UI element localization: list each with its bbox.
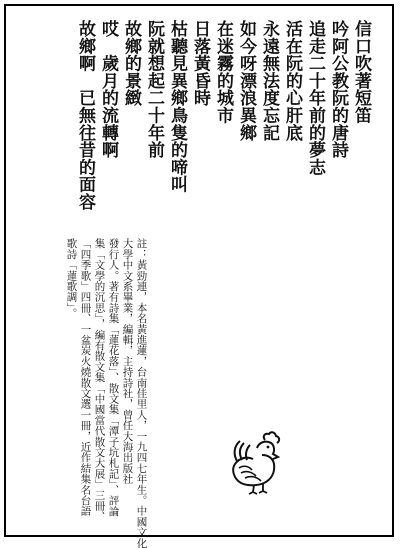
note-line-2: 大學中文系畢業，編輯，主持詩社，曾任大海出版社: [121, 238, 134, 485]
poem-line-5: 永遠無法度忘記: [259, 20, 279, 142]
poem-line-10: 阮就想起二十年前: [144, 20, 164, 159]
poem-line-3: 追走二十年前的夢志: [305, 20, 325, 176]
poem-line-2: 吟阿公教阮的唐詩: [328, 20, 348, 159]
poem-line-13: 故鄉啊 已無往昔的面容: [75, 20, 95, 211]
poem-line-12: 哎 歲月的流轉啊: [98, 20, 118, 159]
note-line-1: 註：黃勁連，本名黃進蓮，台南佳里人，一九四七年生。中國文化: [135, 238, 148, 548]
note-line-4: 集「文學的沉思」，編有散文集「中國當代散文大展」三冊、: [93, 238, 106, 522]
poem-line-9: 枯聽見異鄉鳥隻的啼叫: [167, 20, 187, 193]
poem-line-11: 故鄉的景緻: [121, 20, 141, 107]
note-line-5: 「四季歌」四冊、一盆炭火燒散文選一冊，近作結集名台語: [79, 238, 92, 517]
poem-line-7: 在迷霧的城市: [213, 20, 233, 124]
poem-line-1: 信口吹著短笛: [351, 20, 371, 124]
poem-line-8: 日落黃昏時: [190, 20, 210, 107]
poem-line-4: 活在阮的心肝底: [282, 20, 302, 142]
poem-line-6: 如今呀漂浪異鄉: [236, 20, 256, 142]
note-line-3: 發行人。著有詩集「蓮花落」、散文集「潭子坑札記」、評論: [107, 238, 120, 517]
rooster-icon: [229, 430, 291, 496]
note-line-6: 歌詩「蓮歌調」。: [65, 238, 78, 319]
